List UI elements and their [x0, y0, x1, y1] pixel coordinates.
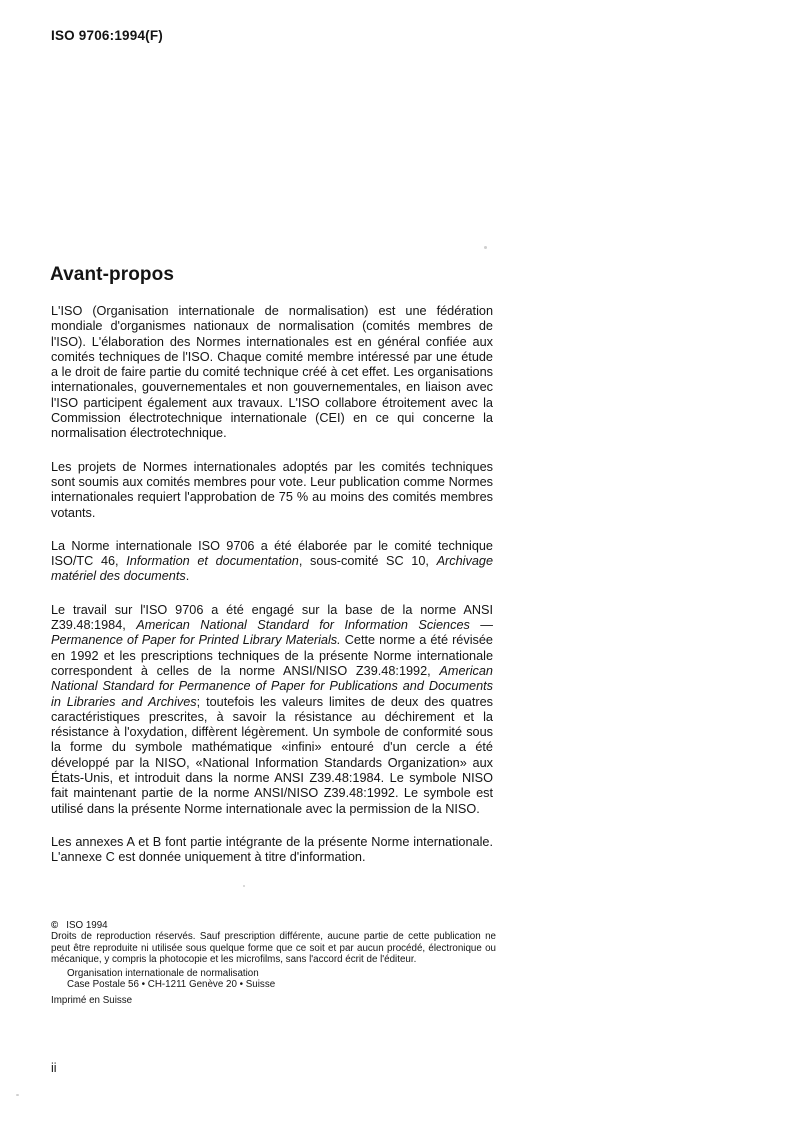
page-number: ii	[51, 1061, 57, 1075]
rights-statement: Droits de reproduction réservés. Sauf prescription différente, aucune partie de cette publication ne peut être reproduite ni utilisée sous quelque forme que ce soit et par aucun procédé, électronique ou mécanique, y compris la photocopie et les microfilms, sans l'accord écrit de l'éditeur.	[51, 931, 496, 965]
copyright-holder: ISO 1994	[66, 920, 108, 931]
postal-address: Case Postale 56 • CH-1211 Genève 20 • Suisse	[67, 979, 276, 991]
paragraph-3	[51, 539, 493, 585]
standard-identifier: ISO 9706:1994(F)	[51, 28, 164, 43]
paragraph-4-text-3: ; toutefois les valeurs limites de deux des quatres caractéristiques prescrites, à savoir la résistance au déchirement et la résistance à l'oxydation, diffèrent légèrement. Un symbole de conformité sous la forme du symbole mathématique «infini» entouré d'un cercle a été développé par la NISO, «National Information Standards Organization» aux États-Unis, et introduit dans la norme ANSI Z39.48:1984. Le symbole NISO fait maintenant partie de la norme ANSI/NISO Z39.48:1992. Le symbole est utilisé dans la présente Norme internationale avec la permission de la NISO.	[51, 694, 494, 816]
copyright-notice	[51, 920, 496, 1006]
paragraph-1: L'ISO (Organisation internationale de normalisation) est une fédération mondiale d'organismes nationaux de normalisation (comités membres de l'ISO). L'élaboration des Normes internationales est en général confiée aux comités techniques de l'ISO. Chaque comité membre intéressé par une étude a le droit de faire partie du comité technique créé à cet effet. Les organisations internationales, gouvernementales et non gouvernementales, en liaison avec l'ISO participent également aux travaux. L'ISO collabore étroitement avec la Commission électrotechnique internationale (CEI) en ce qui concerne la normalisation électrotechnique.	[51, 304, 493, 441]
paragraph-4-text-1: Le travail sur l'ISO 9706 a été engagé sur la base de la norme ANSI Z39.48:1984,	[51, 602, 493, 633]
printed-in: Imprimé en Suisse	[51, 994, 133, 1006]
paragraph-4-text-2: Cette norme a été révisée en 1992 et les prescriptions techniques de la présente Norme internationale correspondent à celles de la norme ANSI/NISO Z39.48:1992,	[51, 633, 493, 678]
paragraph-3-text-2: , sous-comité SC 10,	[298, 554, 437, 569]
paragraph-3-italic-2: Archivage matériel des documents	[51, 554, 493, 584]
paragraph-5: Les annexes A et B font partie intégrante de la présente Norme internationale. L'annexe C est donnée uniquement à titre d'information.	[51, 834, 493, 865]
scan-speck	[243, 885, 245, 887]
paragraph-3-text-1: La Norme internationale ISO 9706 a été élaborée par le comité technique ISO/TC 46,	[51, 538, 493, 569]
publisher-address	[67, 968, 496, 991]
paragraph-4-italic-1: American National Standard for Information Sciences — Permanence of Paper for Printed Library Materials.	[51, 618, 493, 648]
section-title: Avant-propos	[50, 264, 174, 285]
copyright-line	[51, 920, 496, 931]
copyright-symbol: ©	[51, 920, 59, 931]
paragraph-2: Les projets de Normes internationales adoptés par les comités techniques sont soumis aux comités membres pour vote. Leur publication comme Normes internationales requiert l'approbation de 75 % au moins des comités membres votants.	[51, 459, 493, 520]
scan-speck	[16, 1094, 19, 1096]
scan-speck	[484, 246, 487, 249]
paragraph-3-italic-1: Information et documentation	[126, 554, 299, 569]
publisher-name: Organisation internationale de normalisation	[67, 968, 259, 980]
foreword-body	[51, 304, 493, 884]
paragraph-3-text-3: .	[185, 569, 190, 584]
paragraph-4	[51, 603, 493, 817]
paragraph-4-italic-2: American National Standard for Permanence of Paper for Publications and Documents in Libraries and Archives	[51, 663, 493, 709]
